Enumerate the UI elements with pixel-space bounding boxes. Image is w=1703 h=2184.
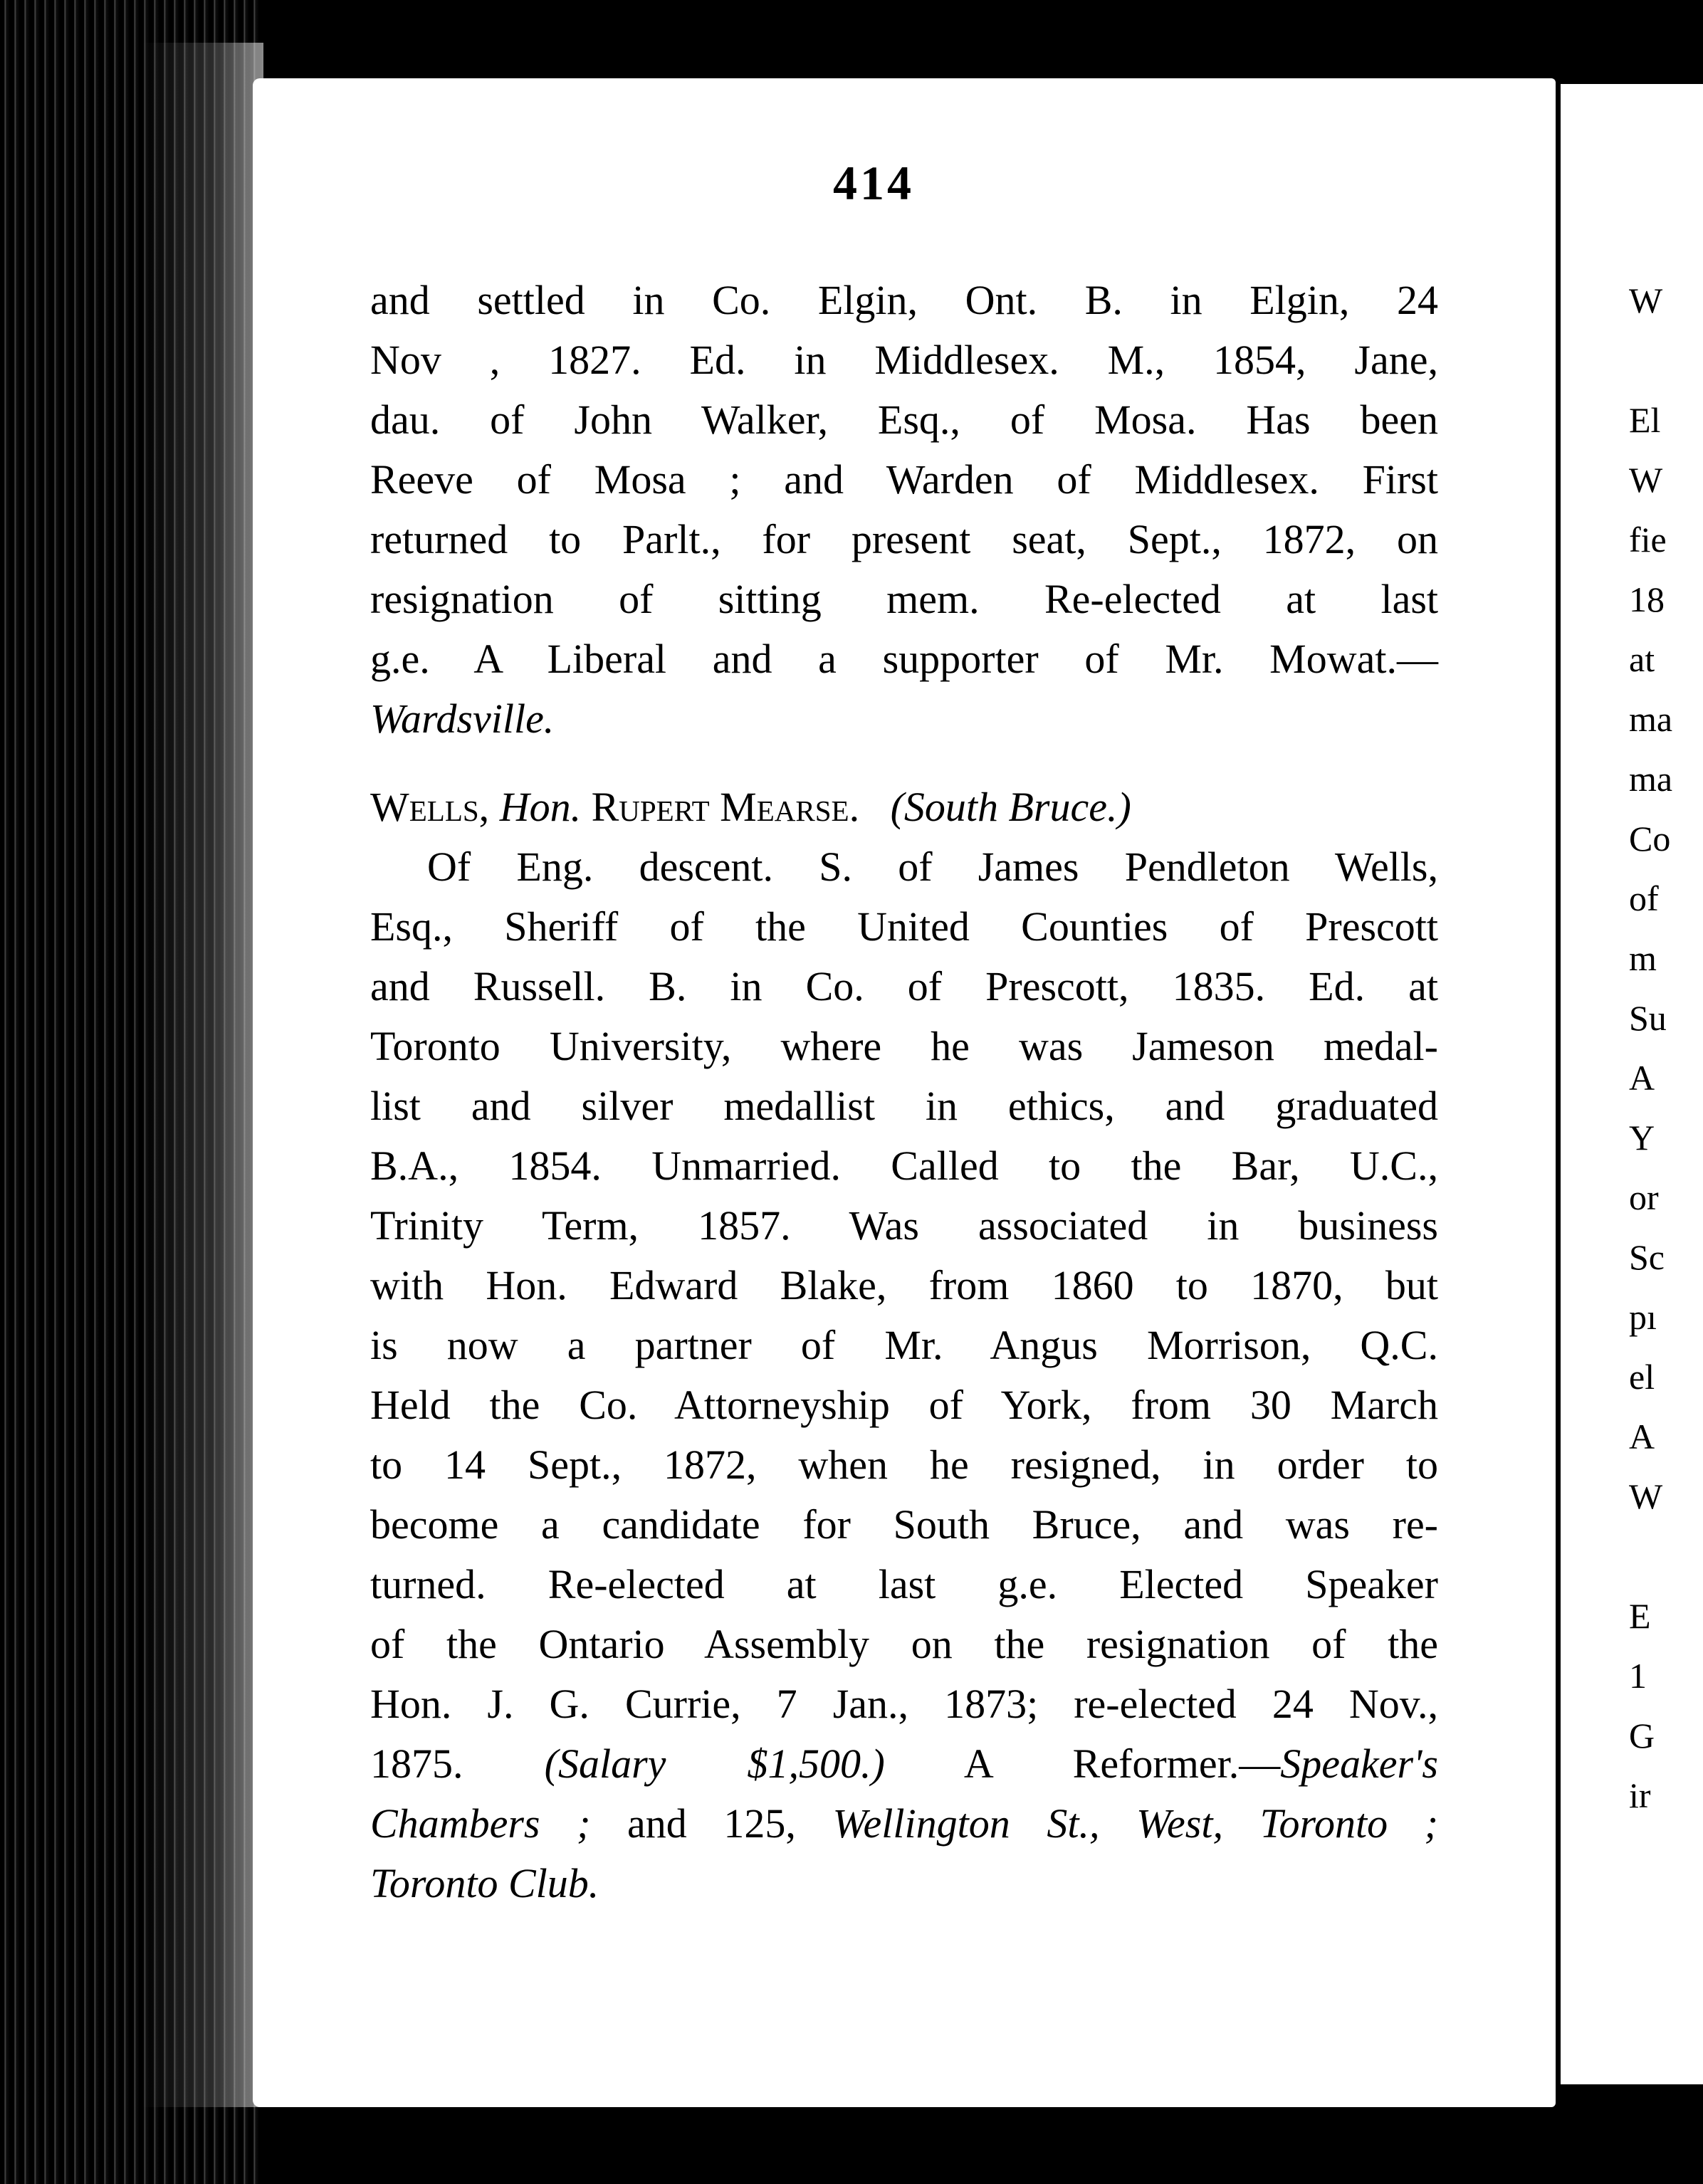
text-line: Toronto University, where he was Jameson medal-: [370, 1023, 1438, 1069]
text-line: of the Ontario Assembly on the resignation of the: [370, 1621, 1438, 1667]
address: Speaker's: [1280, 1741, 1438, 1787]
entry-address: Wardsville.: [370, 695, 555, 742]
text-line: Held the Co. Attorneyship of York, from 30 March: [370, 1382, 1438, 1428]
entry-heading: [370, 777, 1438, 837]
text-line: and settled in Co. Elgin, Ont. B. in Elgin, 24: [370, 277, 1438, 323]
text-line: Hon. J. G. Currie, 7 Jan., 1873; re-elected 24 Nov.,: [370, 1681, 1438, 1727]
text-line: Toronto Club.: [370, 1860, 599, 1906]
entry-constituency: (South Bruce.): [890, 784, 1131, 830]
text-line: Esq., Sheriff of the United Counties of Prescott: [370, 903, 1438, 950]
politics: A Reformer.—: [963, 1741, 1281, 1787]
text-line: Trinity Term, 1857. Was associated in business: [370, 1202, 1438, 1249]
text-line: returned to Parlt., for present seat, Sept., 1872, on: [370, 516, 1438, 562]
text-line: become a candidate for South Bruce, and was re-: [370, 1501, 1438, 1548]
text-line: Reeve of Mosa ; and Warden of Middlesex. First: [370, 456, 1438, 503]
text-line: Chambers ; and 125, Wellington St., West, Toronto ;: [370, 1800, 1438, 1847]
facing-page-text: W El W fie 18 at ma ma Co of m Su A Y or Sc pı el A W E 1 G ir: [1629, 280, 1673, 1815]
text-line: 1875. (Salary $1,500.) A Reformer.—Speaker's: [370, 1741, 1438, 1787]
text-line: and Russell. B. in Co. of Prescott, 1835. Ed. at: [370, 963, 1438, 1009]
entry-continuation: [370, 271, 1452, 749]
salary: (Salary $1,500.): [544, 1741, 885, 1787]
text-line: g.e. A Liberal and a supporter of Mr. Mowat.—: [370, 636, 1438, 682]
entry-surname: Wells,: [370, 784, 490, 830]
text-line: Nov , 1827. Ed. in Middlesex. M., 1854, Jane,: [370, 337, 1438, 383]
page-body: [370, 271, 1452, 1913]
text-line: resignation of sitting mem. Re-elected at last: [370, 576, 1438, 622]
gutter-shadow: [142, 43, 263, 2107]
text-line: dau. of John Walker, Esq., of Mosa. Has been: [370, 397, 1438, 443]
text-line: to 14 Sept., 1872, when he resigned, in order to: [370, 1442, 1438, 1488]
text-line: turned. Re-elected at last g.e. Elected Speaker: [370, 1561, 1438, 1607]
text-line: Of Eng. descent. S. of James Pendleton Wells,: [427, 844, 1438, 890]
text-line: list and silver medallist in ethics, and graduated: [370, 1083, 1438, 1129]
text-line: is now a partner of Mr. Angus Morrison, Q.C.: [370, 1322, 1438, 1368]
text-line: with Hon. Edward Blake, from 1860 to 1870, but: [370, 1262, 1438, 1308]
entry-wells: [370, 777, 1452, 1913]
entry-names: Rupert Mearse.: [591, 784, 860, 830]
page-number: 414: [833, 156, 914, 210]
text-line: B.A., 1854. Unmarried. Called to the Bar, U.C.,: [370, 1143, 1438, 1189]
entry-title: Hon.: [499, 784, 582, 830]
